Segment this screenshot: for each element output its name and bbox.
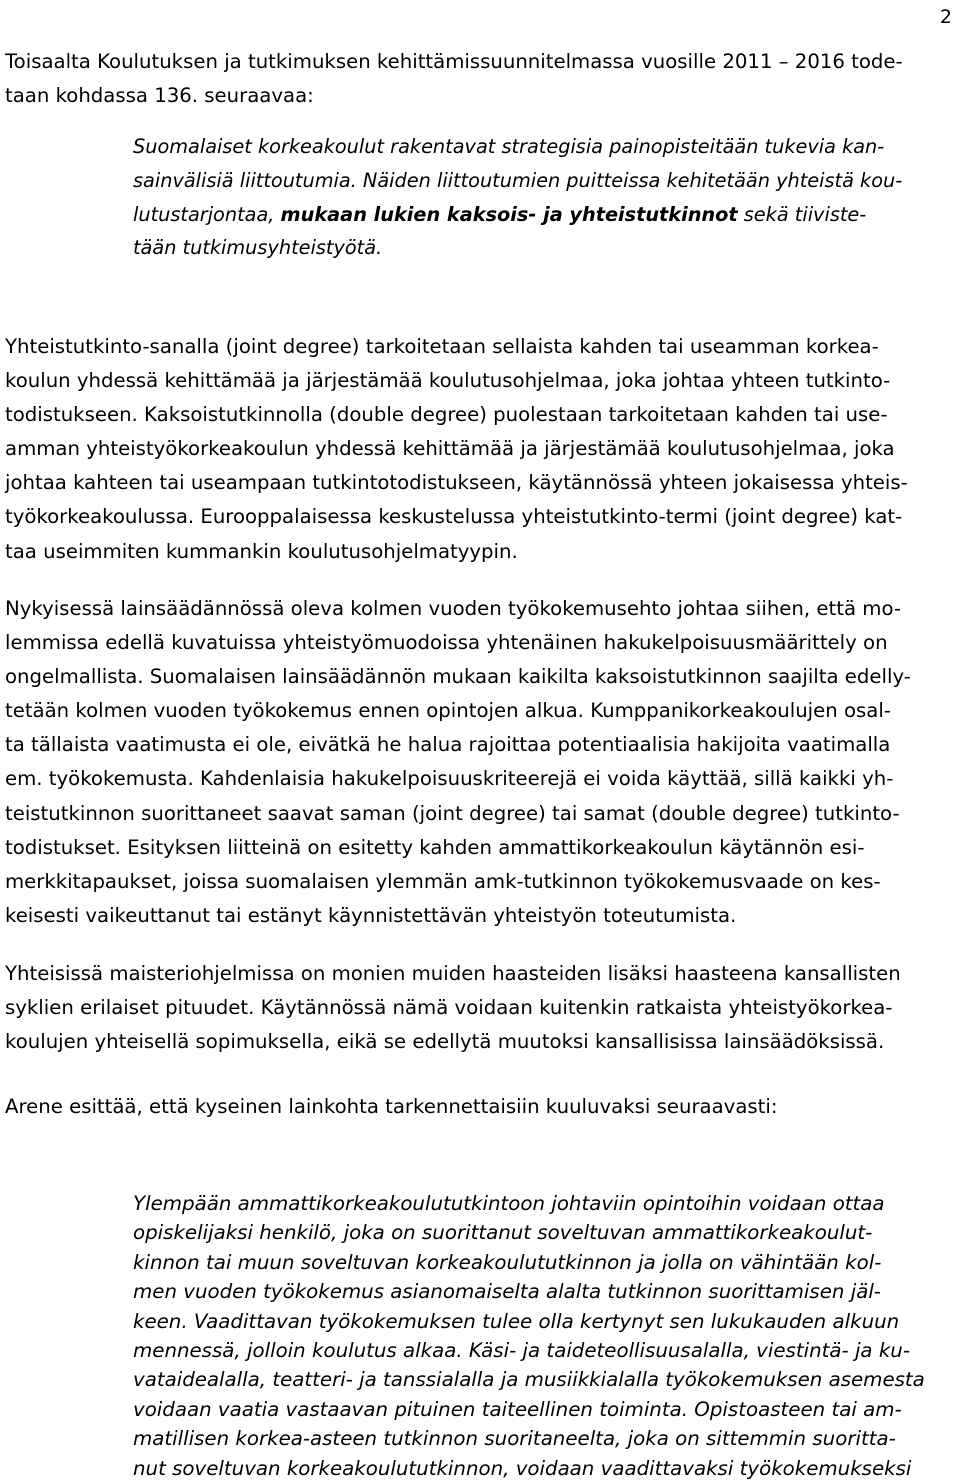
paragraph-line: todistukset. Esityksen liitteinä on esitetty kahden ammattikorkeakoulun käytännön esi- (5, 835, 865, 859)
intro-paragraph (5, 45, 903, 113)
proposed-line: Ylempään ammattikorkeakoulututkintoon johtaviin opintoihin voidaan ottaa (133, 1192, 885, 1215)
paragraph-line: em. työkokemusta. Kahdenlaisia hakukelpoisuuskriteerejä ei voida käyttää, sillä kaikki yh- (5, 767, 894, 791)
proposed-line: keen. Vaadittavan työkokemuksen tulee olla kertynyt sen lukukauden alkuun (133, 1309, 900, 1333)
intro-line: taan kohdassa 136. seuraavaa: (5, 84, 314, 108)
paragraph-line: koulun yhdessä kehittämää ja järjestämää koulutusohjelmaa, joka johtaa yhteen tutkinto- (5, 369, 891, 393)
quote-text: sekä tiiviste- (737, 202, 867, 226)
paragraph-line: todistukseen. Kaksoistutkinnolla (double degree) puolestaan tarkoitetaan kahden tai use- (5, 403, 888, 427)
quoted-plan-excerpt (133, 130, 902, 265)
masters-programmes-paragraph (5, 957, 901, 1059)
quote-text: lutustarjontaa, (133, 202, 281, 226)
joint-degree-paragraph (5, 330, 908, 569)
quote-emphasis: mukaan lukien kaksois- ja yhteistutkinnot (280, 202, 738, 226)
intro-line: Toisaalta Koulutuksen ja tutkimuksen kehittämissuunnitelmassa vuosille 2011 – 2016 tode- (5, 50, 903, 73)
proposed-line: men vuoden työkokemus asianomaiselta alalta tutkinnon suorittamisen jäl- (133, 1280, 881, 1304)
paragraph-line: keisesti vaikeuttanut tai estänyt käynnistettävän yhteistyön toteutumista. (5, 903, 737, 927)
proposed-law-text (133, 1189, 925, 1483)
paragraph-line: ta tällaista vaatimusta ei ole, eivätkä he halua rajoittaa potentiaalisia hakijoita vaatimalla (5, 733, 891, 757)
proposed-line: vataidealalla, teatteri- ja tanssialalla ja musiikkialalla työkokemuksen asemesta (133, 1368, 925, 1392)
paragraph-line: Arene esittää, että kyseinen lainkohta tarkennettaisiin kuuluvaksi seuraavasti: (5, 1095, 778, 1118)
quote-line: tään tutkimusyhteistyötä. (133, 236, 383, 260)
proposed-line: mennessä, jolloin koulutus alkaa. Käsi- ja taideteollisuusalalla, viestintä- ja ku- (133, 1338, 910, 1362)
paragraph-line: syklien erilaiset pituudet. Käytännössä nämä voidaan kuitenkin ratkaista yhteistyökorkea- (5, 996, 893, 1020)
paragraph-line: merkkitapaukset, joissa suomalaisen ylemmän amk-tutkinnon työkokemusvaade on kes- (5, 869, 881, 893)
paragraph-line: taa useimmiten kummankin koulutusohjelmatyypin. (5, 539, 518, 563)
paragraph-line: lemmissa edellä kuvatuissa yhteistyömuodoissa yhtenäinen hakukelpoisuusmäärittely on (5, 631, 888, 655)
proposed-line: voidaan vaatia vastaavan pituinen taiteellinen toiminta. Opistoasteen tai am- (133, 1397, 902, 1421)
paragraph-line: johtaa kahteen tai useampaan tutkintotodistukseen, käytännössä yhteen jokaisessa yhteis- (5, 471, 908, 495)
paragraph-line: Nykyisessä lainsäädännössä oleva kolmen vuoden työkokemusehto johtaa siihen, että mo- (5, 597, 901, 620)
page-number: 2 (939, 6, 952, 28)
paragraph-line: ongelmallista. Suomalaisen lainsäädännön mukaan kaikilta kaksoistutkinnon saajilta edelly- (5, 665, 911, 689)
quote-line (133, 198, 902, 232)
proposed-line: nut soveltuvan korkeakoulututkinnon, voidaan vaadittavaksi työkokemukseksi (133, 1456, 912, 1480)
paragraph-line: teistutkinnon suorittaneet saavat saman (joint degree) tai samat (double degree) tutkinto- (5, 801, 900, 825)
proposed-line: kinnon tai muun soveltuvan korkeakoulututkinnon ja jolla on vähintään kol- (133, 1250, 882, 1274)
proposed-line: matillisen korkea-asteen tutkinnon suoritaneelta, joka on sittemmin suorittа- (133, 1427, 896, 1451)
proposal-paragraph (5, 1090, 777, 1124)
quote-line: Suomalaiset korkeakoulut rakentavat strategisia painopisteitään tukevia kan- (133, 135, 885, 158)
work-experience-paragraph (5, 592, 911, 933)
paragraph-line: työkorkeakoulussa. Eurooppalaisessa keskustelussa yhteistutkinto-termi (joint degree) kat- (5, 505, 903, 529)
proposed-line: opiskelijaksi henkilö, joka on suorittanut soveltuvan ammattikorkeakoulut- (133, 1221, 873, 1245)
paragraph-line: tetään kolmen vuoden työkokemus ennen opintojen alkua. Kumppanikorkeakoulujen osal- (5, 699, 891, 723)
paragraph-line: amman yhteistyökorkeakoulun yhdessä kehittämää ja järjestämää koulutusohjelmaa, joka (5, 437, 895, 461)
paragraph-line: Yhteistutkinto-sanalla (joint degree) tarkoitetaan sellaista kahden tai useamman korkea- (5, 335, 879, 358)
paragraph-line: koulujen yhteisellä sopimuksella, eikä se edellytä muutoksi kansallisissa lainsäädöksissä. (5, 1030, 885, 1054)
quote-line: sainvälisiä liittoutumia. Näiden liittoutumien puitteissa kehitetään yhteistä kou- (133, 168, 903, 192)
paragraph-line: Yhteisissä maisteriohjelmissa on monien muiden haasteiden lisäksi haasteena kansallisten (5, 962, 901, 985)
